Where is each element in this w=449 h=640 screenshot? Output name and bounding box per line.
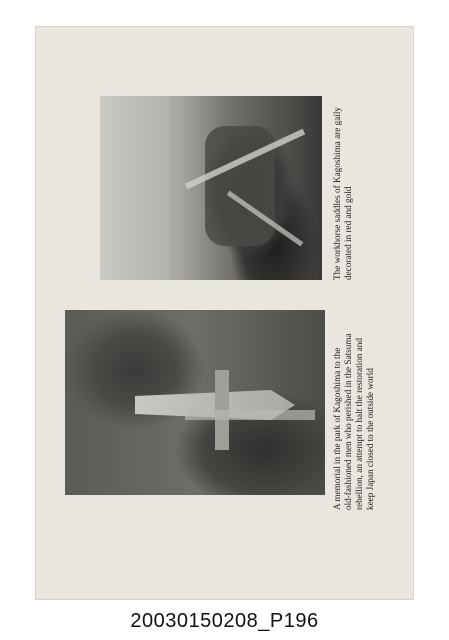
horse-caption-line-2: decorated in red and gold	[343, 186, 353, 280]
saddle-shape	[205, 126, 275, 246]
memorial-photo	[65, 310, 325, 495]
memorial-caption	[332, 333, 376, 510]
archive-id-label: 20030150208_P196	[130, 610, 319, 632]
memorial-caption-line-4: keep Japan closed to the outside world	[365, 368, 375, 510]
memorial-caption-line-2: old-fashioned men who perished in the Satsuma	[343, 333, 353, 510]
horse-caption	[332, 107, 354, 280]
workhorse-photo	[100, 96, 322, 280]
sky-area	[100, 96, 170, 280]
memorial-caption-line-1: A memorial in the park of Kagoshima to the	[332, 347, 342, 510]
memorial-caption-line-3: rebellion, an attempt to halt the restoration and	[354, 338, 364, 510]
book-page	[35, 26, 414, 600]
horse-caption-line-1: The workhorse saddles of Kagoshima are gaily	[332, 107, 342, 280]
path-shape	[185, 410, 315, 420]
